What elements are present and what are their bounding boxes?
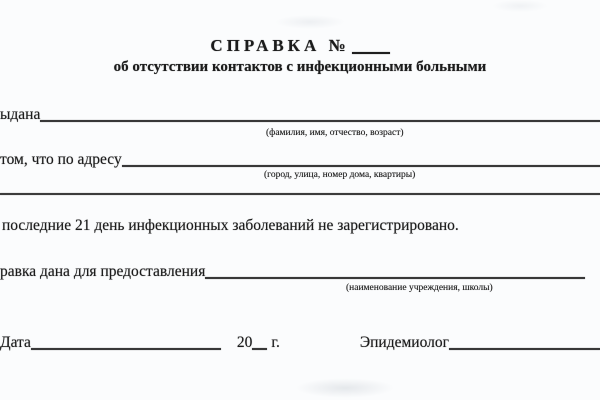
statement-text: последние 21 день инфекционных заболеваний не зарегистрировано. [2, 217, 459, 234]
issued-to-row [0, 103, 600, 124]
address-row [0, 148, 600, 169]
address-blank [122, 165, 600, 167]
year-suffix: г. [271, 334, 280, 351]
purpose-blank [205, 277, 585, 279]
address-label: том, что по адресу [0, 151, 122, 168]
issued-to-caption: (фамилия, имя, отчество, возраст) [266, 128, 404, 138]
footer-row [0, 331, 600, 352]
purpose-caption: (наименование учреждения, школы) [346, 283, 493, 293]
issued-to-label: ыдана [0, 106, 41, 123]
date-label: Дата [0, 334, 31, 351]
certificate-number-blank [352, 52, 390, 54]
epidemiologist-label: Эпидемиолог [359, 334, 449, 351]
document-title: СПРАВКА № [210, 36, 350, 55]
address-caption: (город, улица, номер дома, квартиры) [264, 170, 416, 180]
address-continuation-blank [0, 193, 600, 195]
year-blank [252, 348, 267, 350]
purpose-label: равка дана для предоставления [0, 263, 206, 280]
issued-to-blank [40, 120, 600, 122]
document-subtitle: об отсутствии контактов с инфекционными больными [113, 59, 487, 75]
epidemiologist-signature-blank [449, 348, 600, 350]
year-prefix: 20 [236, 334, 253, 351]
purpose-row [0, 260, 600, 281]
title-row [0, 36, 600, 56]
date-blank [31, 348, 221, 350]
